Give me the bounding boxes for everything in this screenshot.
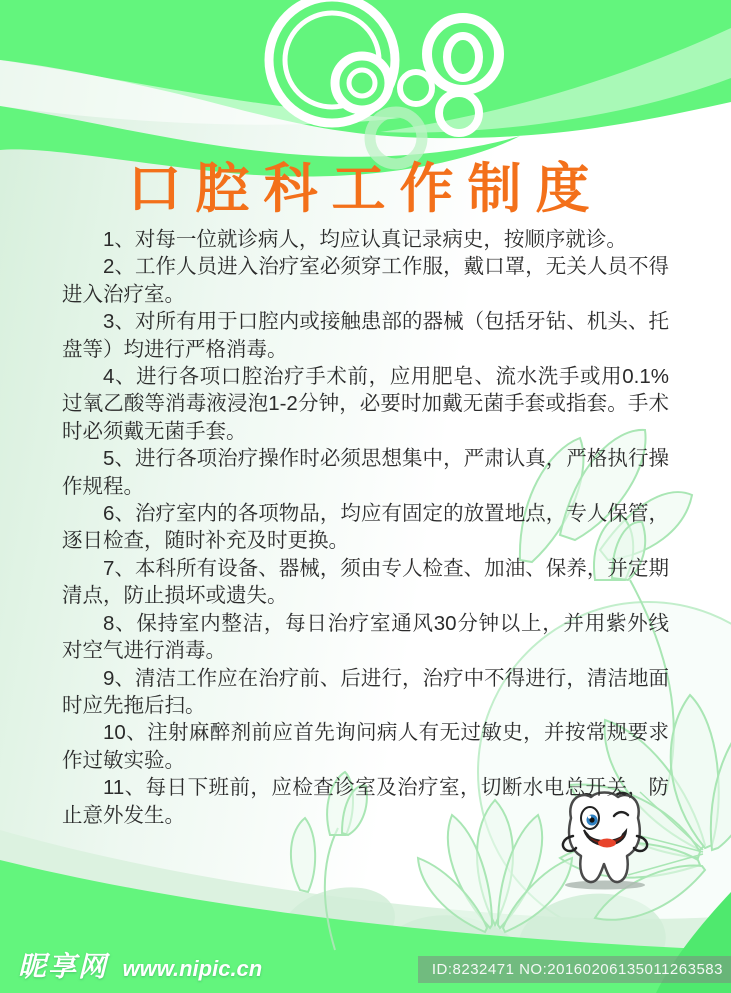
- rules-list: [62, 226, 669, 829]
- rule-item: 11、每日下班前，应检查诊室及治疗室，切断水电总开关，防止意外发生。: [62, 776, 669, 827]
- site-url: www.nipic.cn: [122, 956, 263, 981]
- rule-item: 7、本科所有设备、器械，须由专人检查、加油、保养，并定期清点，防止损坏或遗失。: [62, 556, 669, 608]
- rule-item: 9、清洁工作应在治疗前、后进行，治疗中不得进行，清洁地面时应先拖后扫。: [62, 666, 669, 717]
- rule-item: 10、注射麻醉剂前应首先询问病人有无过敏史，并按常规要求作过敏实验。: [62, 721, 669, 772]
- site-logo: 昵享网: [18, 951, 109, 982]
- footer-watermark-bar: [0, 947, 731, 993]
- page-title: 口腔科工作制度: [127, 159, 604, 219]
- rule-item: 6、治疗室内的各项物品，均应有固定的放置地点，专人保管，逐日检查，随时补充及时更换。: [62, 502, 669, 553]
- image-id-badge: ID:8232471 NO:20160206135011263583: [418, 956, 731, 983]
- rule-item: 4、进行各项口腔治疗手术前，应用肥皂、流水洗手或用0.1%过氧乙酸等消毒液浸泡1-2分钟，必要时加戴无菌手套或指套。手术时必须戴无菌手套。: [62, 365, 669, 443]
- rule-item: 8、保持室内整洁，每日治疗室通风30分钟以上，并用紫外线对空气进行消毒。: [62, 611, 669, 663]
- site-watermark: [18, 945, 262, 985]
- rule-item: 3、对所有用于口腔内或接触患部的器械（包括牙钻、机头、托盘等）均进行严格消毒。: [62, 310, 669, 361]
- rule-item: 1、对每一位就诊病人，均应认真记录病史，按顺序就诊。: [103, 228, 627, 251]
- rule-item: 2、工作人员进入治疗室必须穿工作服，戴口罩，无关人员不得进入治疗室。: [62, 255, 669, 306]
- rule-item: 5、进行各项治疗操作时必须思想集中，严肃认真，严格执行操作规程。: [62, 447, 669, 498]
